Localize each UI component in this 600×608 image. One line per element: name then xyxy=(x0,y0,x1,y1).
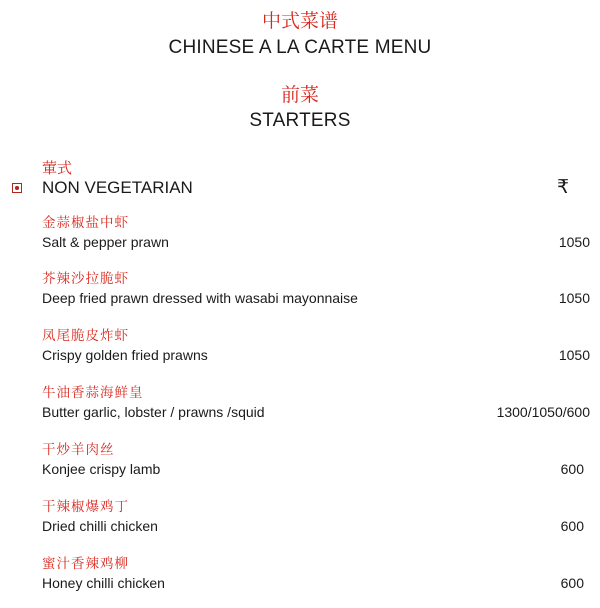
menu-item xyxy=(0,442,600,482)
item-name-chinese: 蜜汁香辣鸡柳 xyxy=(42,556,129,572)
item-name-chinese: 金蒜椒盐中虾 xyxy=(42,215,129,231)
item-price: 600 xyxy=(560,461,584,477)
menu-item xyxy=(0,556,600,596)
non-veg-icon xyxy=(12,183,22,193)
section-label-chinese: 葷式 xyxy=(42,159,73,177)
menu-item xyxy=(0,215,600,255)
item-price: 600 xyxy=(560,518,584,534)
item-name: Crispy golden fried prawns xyxy=(42,347,208,363)
item-name-chinese: 牛油香蒜海鲜皇 xyxy=(42,385,144,401)
item-name: Deep fried prawn dressed with wasabi mayonnaise xyxy=(42,290,358,306)
menu-title-chinese: 中式菜谱 xyxy=(261,10,338,32)
item-name-chinese: 凤尾脆皮炸虾 xyxy=(42,328,129,344)
item-name: Konjee crispy lamb xyxy=(42,461,161,477)
item-price: 1050 xyxy=(558,234,590,250)
section-label: NON VEGETARIAN xyxy=(42,178,193,197)
course-title: STARTERS xyxy=(249,110,351,131)
item-name-chinese: 芥辣沙拉脆虾 xyxy=(42,271,129,287)
item-name: Dried chilli chicken xyxy=(42,518,158,534)
item-price: 1300/1050/600 xyxy=(496,404,590,420)
menu-item xyxy=(0,328,600,368)
item-name-chinese: 干辣椒爆鸡丁 xyxy=(42,499,129,515)
item-name: Salt & pepper prawn xyxy=(42,234,169,250)
item-price: 1050 xyxy=(558,347,590,363)
item-price: 1050 xyxy=(558,290,590,306)
menu-item xyxy=(0,499,600,539)
menu-title: CHINESE A LA CARTE MENU xyxy=(168,37,432,58)
rupee-icon: ₹ xyxy=(557,176,570,198)
menu-item xyxy=(0,271,600,311)
menu-item xyxy=(0,385,600,425)
course-title-chinese: 前菜 xyxy=(280,84,319,106)
item-name: Butter garlic, lobster / prawns /squid xyxy=(42,404,265,420)
item-name: Honey chilli chicken xyxy=(42,575,165,591)
item-price: 600 xyxy=(560,575,584,591)
item-name-chinese: 干炒羊肉丝 xyxy=(42,442,115,458)
